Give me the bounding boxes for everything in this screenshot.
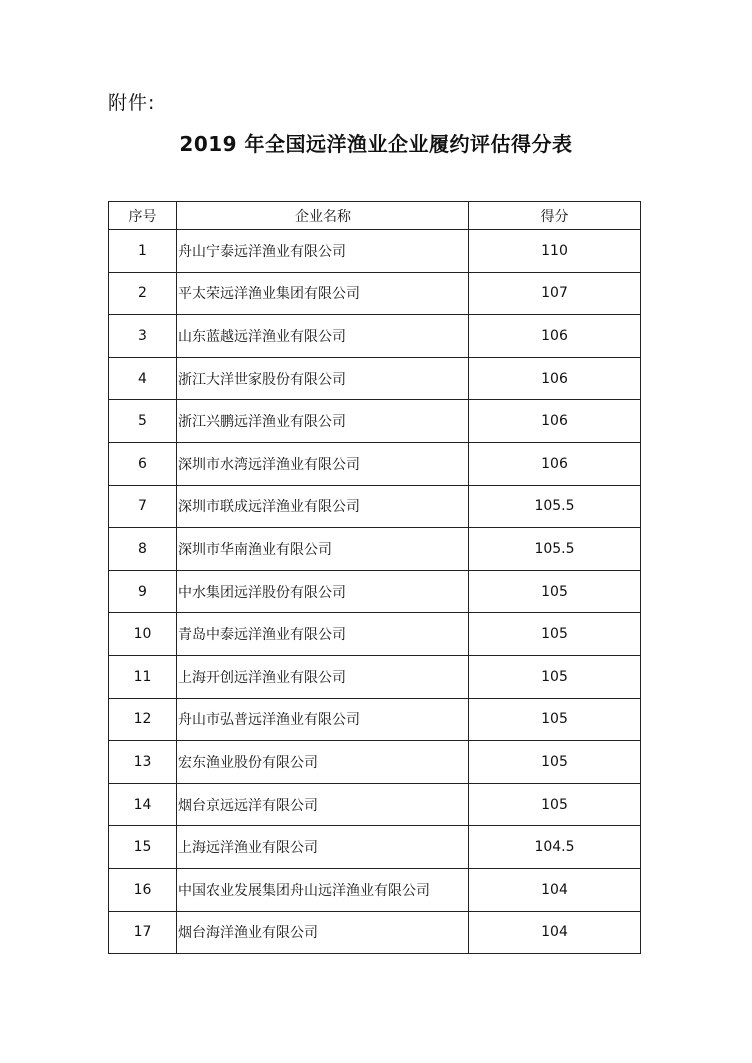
document-title: 2019 年全国远洋渔业企业履约评估得分表	[179, 132, 573, 156]
row-score: 106	[469, 357, 641, 400]
row-company-name: 烟台海洋渔业有限公司	[177, 911, 469, 954]
table-row	[109, 442, 641, 485]
row-score: 106	[469, 442, 641, 485]
row-seq: 15	[109, 826, 177, 869]
row-seq: 13	[109, 741, 177, 784]
table-row	[109, 911, 641, 954]
header-score: 得分	[469, 202, 641, 230]
row-score: 107	[469, 272, 641, 315]
table-row	[109, 783, 641, 826]
row-company-name: 上海远洋渔业有限公司	[177, 826, 469, 869]
table-row	[109, 570, 641, 613]
row-company-name: 深圳市联成远洋渔业有限公司	[177, 485, 469, 528]
row-company-name: 烟台京远远洋有限公司	[177, 783, 469, 826]
row-company-name: 青岛中泰远洋渔业有限公司	[177, 613, 469, 656]
row-score: 106	[469, 400, 641, 443]
row-seq: 11	[109, 655, 177, 698]
row-seq: 14	[109, 783, 177, 826]
row-score: 105	[469, 698, 641, 741]
table-row	[109, 613, 641, 656]
row-score: 105.5	[469, 485, 641, 528]
row-seq: 5	[109, 400, 177, 443]
row-score: 110	[469, 230, 641, 273]
row-seq: 10	[109, 613, 177, 656]
row-seq: 4	[109, 357, 177, 400]
row-seq: 2	[109, 272, 177, 315]
row-company-name: 舟山市弘普远洋渔业有限公司	[177, 698, 469, 741]
table-row	[109, 741, 641, 784]
row-company-name: 深圳市水湾远洋渔业有限公司	[177, 442, 469, 485]
row-seq: 6	[109, 442, 177, 485]
table-row	[109, 698, 641, 741]
score-table	[108, 201, 641, 954]
table-header	[109, 202, 641, 230]
table-body	[109, 230, 641, 954]
row-company-name: 山东蓝越远洋渔业有限公司	[177, 315, 469, 358]
row-company-name: 平太荣远洋渔业集团有限公司	[177, 272, 469, 315]
row-seq: 7	[109, 485, 177, 528]
row-company-name: 浙江兴鹏远洋渔业有限公司	[177, 400, 469, 443]
row-score: 104	[469, 911, 641, 954]
row-seq: 17	[109, 911, 177, 954]
row-seq: 16	[109, 868, 177, 911]
row-company-name: 舟山宁泰远洋渔业有限公司	[177, 230, 469, 273]
row-seq: 12	[109, 698, 177, 741]
table-row	[109, 528, 641, 571]
table-row	[109, 230, 641, 273]
row-seq: 1	[109, 230, 177, 273]
table-row	[109, 868, 641, 911]
row-seq: 3	[109, 315, 177, 358]
table-row	[109, 357, 641, 400]
row-company-name: 中水集团远洋股份有限公司	[177, 570, 469, 613]
row-seq: 9	[109, 570, 177, 613]
row-company-name: 中国农业发展集团舟山远洋渔业有限公司	[177, 868, 469, 911]
row-score: 105.5	[469, 528, 641, 571]
header-company-name: 企业名称	[177, 202, 469, 230]
row-company-name: 浙江大洋世家股份有限公司	[177, 357, 469, 400]
table-row	[109, 485, 641, 528]
row-score: 105	[469, 613, 641, 656]
row-score: 104	[469, 868, 641, 911]
table-row	[109, 272, 641, 315]
table-row	[109, 826, 641, 869]
table-row	[109, 400, 641, 443]
row-score: 105	[469, 570, 641, 613]
table-row	[109, 315, 641, 358]
header-seq: 序号	[109, 202, 177, 230]
row-score: 105	[469, 741, 641, 784]
row-score: 105	[469, 783, 641, 826]
table-header-row	[109, 202, 641, 230]
table-row	[109, 655, 641, 698]
row-company-name: 深圳市华南渔业有限公司	[177, 528, 469, 571]
attachment-label: 附件:	[108, 92, 156, 114]
row-score: 106	[469, 315, 641, 358]
row-company-name: 宏东渔业股份有限公司	[177, 741, 469, 784]
row-seq: 8	[109, 528, 177, 571]
row-score: 104.5	[469, 826, 641, 869]
row-score: 105	[469, 655, 641, 698]
row-company-name: 上海开创远洋渔业有限公司	[177, 655, 469, 698]
